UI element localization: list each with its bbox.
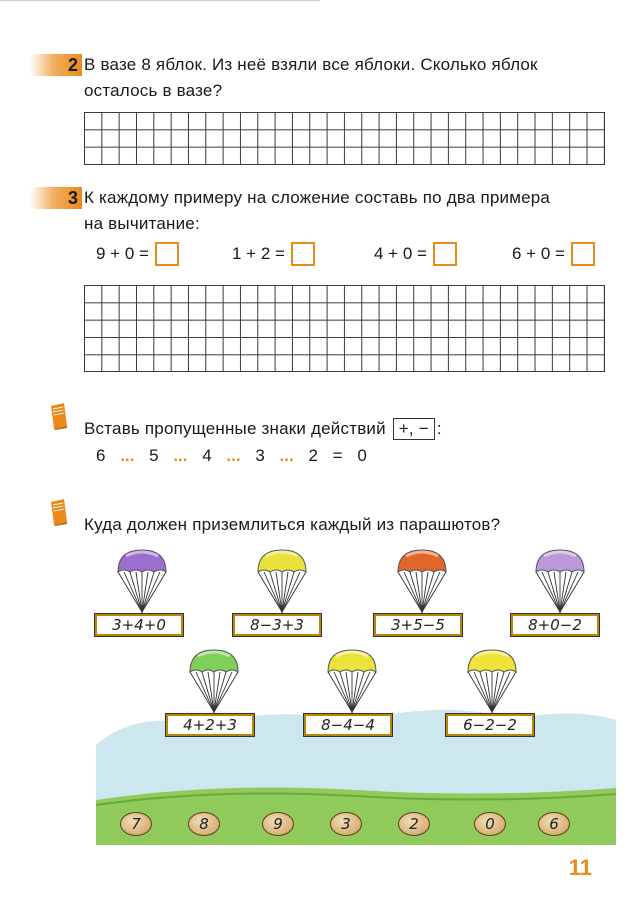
book-icon: [48, 498, 70, 526]
example-4-expr: 6 + 0 =: [512, 244, 565, 263]
sign-chain: [96, 446, 377, 466]
task-2-line-1: В вазе 8 яблок. Из неё взяли все яблоки. Сколько яблок: [84, 55, 538, 74]
chain-gap[interactable]: ...: [279, 446, 294, 465]
chain-num: 6: [96, 446, 106, 465]
parachute-7-expression[interactable]: 6−2−2: [445, 713, 535, 737]
task-5-text: Куда должен приземлиться каждый из парашютов?: [84, 515, 501, 534]
landing-stone-6[interactable]: 0: [474, 812, 506, 836]
landing-stone-4[interactable]: 3: [330, 812, 362, 836]
task-2-badge: [30, 54, 82, 76]
task-2-text: [84, 52, 538, 104]
landing-stone-3[interactable]: 9: [262, 812, 294, 836]
task-2-number: 2: [67, 55, 78, 75]
task-3-line-2: на вычитание:: [84, 214, 200, 233]
parachute-1-expression[interactable]: 3+4+0: [94, 613, 184, 637]
parachute-7[interactable]: [462, 648, 522, 718]
signs-box: +, −: [393, 418, 435, 440]
parachute-2[interactable]: [252, 548, 312, 618]
example-3: [374, 242, 457, 266]
example-4: [512, 242, 595, 266]
example-1-expr: 9 + 0 =: [96, 244, 149, 263]
landing-stone-2[interactable]: 8: [188, 812, 220, 836]
task-3-text: [84, 185, 550, 237]
task-3-number: 3: [67, 188, 78, 208]
task-4-text: [84, 416, 442, 442]
task-3-answer-grid[interactable]: [84, 285, 605, 372]
chain-equals: =: [332, 446, 343, 465]
chain-num: 4: [202, 446, 212, 465]
example-3-answer-box[interactable]: [433, 242, 457, 266]
chain-gap[interactable]: ...: [173, 446, 188, 465]
parachute-3[interactable]: [392, 548, 452, 618]
task-4-instruction: Вставь пропущенные знаки действий: [84, 419, 386, 438]
task-2-answer-grid[interactable]: [84, 112, 605, 165]
parachute-6[interactable]: [322, 648, 382, 718]
chain-result: 0: [357, 446, 367, 465]
chain-num: 5: [149, 446, 159, 465]
chain-gap[interactable]: ...: [120, 446, 135, 465]
example-4-answer-box[interactable]: [571, 242, 595, 266]
parachute-5-expression[interactable]: 4+2+3: [165, 713, 255, 737]
landing-stone-1[interactable]: 7: [120, 812, 152, 836]
task-3-line-1: К каждому примеру на сложение составь по два примера: [84, 188, 551, 207]
chain-gap: ...: [226, 446, 241, 465]
chain-num: 2: [308, 446, 318, 465]
example-1: [96, 242, 179, 266]
chain-num: 3: [255, 446, 265, 465]
example-2: [232, 242, 315, 266]
landing-stone-5[interactable]: 2: [398, 812, 430, 836]
parachute-4[interactable]: [530, 548, 590, 618]
parachute-6-expression[interactable]: 8−4−4: [303, 713, 393, 737]
example-2-answer-box[interactable]: [291, 242, 315, 266]
page-number: 11: [568, 855, 592, 880]
task-3-badge: [30, 187, 82, 209]
task-4-colon: :: [436, 419, 442, 438]
top-rule: [0, 0, 320, 1]
example-1-answer-box[interactable]: [155, 242, 179, 266]
example-2-expr: 1 + 2 =: [232, 244, 285, 263]
parachute-4-expression[interactable]: 8+0−2: [510, 613, 600, 637]
book-icon: [48, 402, 70, 430]
parachute-3-expression[interactable]: 3+5−5: [373, 613, 463, 637]
parachute-2-expression[interactable]: 8−3+3: [232, 613, 322, 637]
parachute-5[interactable]: [184, 648, 244, 718]
example-3-expr: 4 + 0 =: [374, 244, 427, 263]
parachute-1[interactable]: [112, 548, 172, 618]
landing-stone-7[interactable]: 6: [538, 812, 570, 836]
task-2-line-2: осталось в вазе?: [84, 81, 223, 100]
